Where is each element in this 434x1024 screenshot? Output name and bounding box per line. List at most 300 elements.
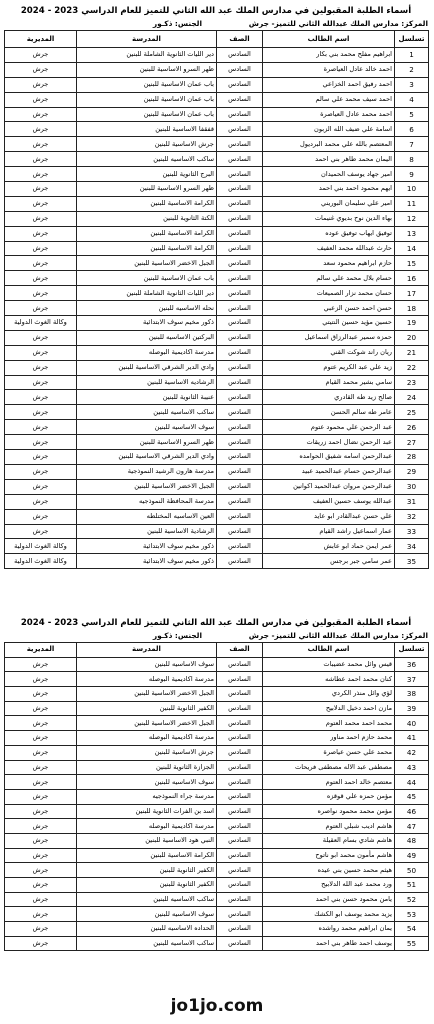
student-name-cell: محمد حازم احمد مناور	[263, 731, 395, 746]
table-row	[5, 256, 429, 271]
grade-cell: السادس	[217, 760, 263, 775]
table-row	[5, 286, 429, 301]
student-name-cell: هيثم محمد حسين بني عيده	[263, 863, 395, 878]
table-body	[5, 48, 429, 569]
school-cell: الجبل الاخضر الاساسية للبنين	[77, 256, 217, 271]
table-row	[5, 122, 429, 137]
table-row	[5, 672, 429, 687]
school-cell: سوف الاساسيه للبنين	[77, 907, 217, 922]
table-row	[5, 657, 429, 672]
school-cell: الكفير الثانوية للبنين	[77, 701, 217, 716]
student-name-cell: اليمان محمد طاهر بني احمد	[263, 152, 395, 167]
grade-cell: السادس	[217, 892, 263, 907]
serial-cell: 7	[395, 137, 429, 152]
directorate-cell: جرش	[5, 271, 77, 286]
site-watermark: jo1jo.com	[170, 996, 264, 1016]
school-cell: مدرسة اكاديمية البوصله	[77, 345, 217, 360]
grade-cell: السادس	[217, 819, 263, 834]
grade-cell: السادس	[217, 48, 263, 63]
serial-cell: 1	[395, 48, 429, 63]
table-row	[5, 819, 429, 834]
school-cell: دير الليات الثانوية الشاملة للبنين	[77, 286, 217, 301]
school-cell: الكرامة الاساسية للبنين	[77, 226, 217, 241]
grade-cell: السادس	[217, 731, 263, 746]
student-name-cell: مازن احمد دخيل الدلابيح	[263, 701, 395, 716]
directorate-cell: جرش	[5, 479, 77, 494]
serial-cell: 53	[395, 907, 429, 922]
table-body	[5, 657, 429, 951]
student-name-cell: معتصم خالد احمد العتوم	[263, 775, 395, 790]
school-cell: اسد بن الفرات الثانوية للبنين	[77, 804, 217, 819]
grade-cell: السادس	[217, 420, 263, 435]
school-cell: باب عمان الاساسية للبنين	[77, 92, 217, 107]
serial-cell: 3	[395, 77, 429, 92]
directorate-cell: جرش	[5, 152, 77, 167]
serial-cell: 42	[395, 745, 429, 760]
serial-cell: 17	[395, 286, 429, 301]
school-cell: مدرسة هارون الرشيد النموذجية	[77, 464, 217, 479]
serial-cell: 41	[395, 731, 429, 746]
table-row	[5, 775, 429, 790]
school-cell: ذكور مخيم سوف الابتدائية	[77, 316, 217, 331]
serial-cell: 8	[395, 152, 429, 167]
serial-cell: 43	[395, 760, 429, 775]
directorate-cell: جرش	[5, 494, 77, 509]
table-row	[5, 554, 429, 569]
serial-cell: 37	[395, 672, 429, 687]
directorate-cell: جرش	[5, 301, 77, 316]
table-row	[5, 494, 429, 509]
directorate-cell: جرش	[5, 92, 77, 107]
student-name-cell: ريان راند شوكت القني	[263, 345, 395, 360]
header-grade: الصف	[217, 643, 263, 658]
school-cell: نحله الاساسيه للبنين	[77, 301, 217, 316]
grade-cell: السادس	[217, 316, 263, 331]
directorate-cell: جرش	[5, 77, 77, 92]
school-cell: مدرسة المحافظة النموذجيه	[77, 494, 217, 509]
grade-cell: السادس	[217, 539, 263, 554]
school-cell: جرش الاساسية للبنين	[77, 137, 217, 152]
directorate-cell: جرش	[5, 745, 77, 760]
school-cell: ساكب الاساسيه للبنين	[77, 936, 217, 951]
grade-cell: السادس	[217, 137, 263, 152]
subtitle-row	[4, 18, 428, 30]
table-row	[5, 152, 429, 167]
school-cell: الجبل الاخضر الاساسية للبنين	[77, 479, 217, 494]
directorate-cell: جرش	[5, 137, 77, 152]
center-label: المركز: مدارس الملك عبدالله الثاني للتميز- جرش	[248, 19, 428, 28]
school-cell: الجبل الاخضر الاساسية للبنين	[77, 716, 217, 731]
table-row	[5, 435, 429, 450]
serial-cell: 6	[395, 122, 429, 137]
directorate-cell: جرش	[5, 360, 77, 375]
school-cell: الجزازة الثانوية للبنين	[77, 760, 217, 775]
directorate-cell: جرش	[5, 48, 77, 63]
gender-label: الجنس: ذكـور	[152, 631, 202, 640]
student-name-cell: كنان محمد احمد عطاشه	[263, 672, 395, 687]
directorate-cell: جرش	[5, 405, 77, 420]
directorate-cell: جرش	[5, 375, 77, 390]
student-name-cell: حسان محمد نزار الصميعات	[263, 286, 395, 301]
student-name-cell: صالح زيد طه القادري	[263, 390, 395, 405]
serial-cell: 29	[395, 464, 429, 479]
school-cell: ساكب الاساسيه للبنين	[77, 892, 217, 907]
school-cell: دير الليات الثانوية الشاملة للبنين	[77, 48, 217, 63]
grade-cell: السادس	[217, 345, 263, 360]
student-name-cell: عبدالرحمن اسامه شفيق الحوامده	[263, 450, 395, 465]
grade-cell: السادس	[217, 62, 263, 77]
school-cell: مدرسة اكاديمية البوصله	[77, 672, 217, 687]
directorate-cell: جرش	[5, 936, 77, 951]
table-row	[5, 316, 429, 331]
grade-cell: السادس	[217, 167, 263, 182]
serial-cell: 5	[395, 107, 429, 122]
student-name-cell: يزيد محمد يوسف ابو الكشك	[263, 907, 395, 922]
student-name-cell: حازم ابراهيم محمود سعد	[263, 256, 395, 271]
student-name-cell: امير جهاد يوسف الحميدان	[263, 167, 395, 182]
school-cell: الكتة الثانوية للبنين	[77, 211, 217, 226]
student-name-cell: اسامة علي ضيف الله الزبون	[263, 122, 395, 137]
school-cell: باب عمان الاساسية للبنين	[77, 107, 217, 122]
school-cell: سوف الاساسيه للبنين	[77, 657, 217, 672]
student-name-cell: هاشم مأمون محمد ابو ناتوح	[263, 848, 395, 863]
grade-cell: السادس	[217, 479, 263, 494]
student-name-cell: عبد الرحمن نضال احمد زريقات	[263, 435, 395, 450]
grade-cell: السادس	[217, 848, 263, 863]
school-cell: الرشادية الاساسية للبنين	[77, 524, 217, 539]
center-label: المركز: مدارس الملك عبدالله الثاني للتميز- جرش	[248, 631, 428, 640]
directorate-cell: جرش	[5, 435, 77, 450]
student-name-cell: عبد الرحمن علي محمود عتوم	[263, 420, 395, 435]
school-cell: العين الاساسيه المختلطه	[77, 509, 217, 524]
student-name-cell: المعتصم بالله علي محمد البرديول	[263, 137, 395, 152]
directorate-cell: جرش	[5, 672, 77, 687]
serial-cell: 52	[395, 892, 429, 907]
header-directorate: المديرية	[5, 643, 77, 658]
students-table	[4, 642, 429, 951]
directorate-cell: جرش	[5, 907, 77, 922]
grade-cell: السادس	[217, 804, 263, 819]
list-page-1	[4, 4, 428, 569]
grade-cell: السادس	[217, 405, 263, 420]
serial-cell: 27	[395, 435, 429, 450]
school-cell: مدرسة اكاديمية البوصله	[77, 731, 217, 746]
table-row	[5, 539, 429, 554]
table-row	[5, 77, 429, 92]
school-cell: مدرسة اكاديمية البوصله	[77, 819, 217, 834]
subtitle-row	[4, 630, 428, 642]
serial-cell: 26	[395, 420, 429, 435]
serial-cell: 54	[395, 922, 429, 937]
grade-cell: السادس	[217, 554, 263, 569]
student-name-cell: هاشم شادي بسام العقيلة	[263, 833, 395, 848]
grade-cell: السادس	[217, 789, 263, 804]
table-row	[5, 701, 429, 716]
school-cell: باب عمان الاساسية للبنين	[77, 77, 217, 92]
grade-cell: السادس	[217, 450, 263, 465]
grade-cell: السادس	[217, 775, 263, 790]
student-name-cell: عبدالرحمن حسام عبدالحميد عبيد	[263, 464, 395, 479]
table-row	[5, 878, 429, 893]
serial-cell: 34	[395, 539, 429, 554]
student-name-cell: احمد رفيق احمد الخزاعي	[263, 77, 395, 92]
table-row	[5, 48, 429, 63]
directorate-cell: وكالة الغوث الدولية	[5, 539, 77, 554]
table-row	[5, 848, 429, 863]
table-row	[5, 196, 429, 211]
directorate-cell: جرش	[5, 345, 77, 360]
student-name-cell: محمد علي حسن عياصرة	[263, 745, 395, 760]
table-row	[5, 345, 429, 360]
page-title: أسماء الطلبة المقبولين في مدارس الملك عبد الله الثاني للتميز للعام الدراسي 2023 - 2024	[20, 6, 412, 16]
directorate-cell: جرش	[5, 420, 77, 435]
directorate-cell: جرش	[5, 167, 77, 182]
serial-cell: 21	[395, 345, 429, 360]
table-row	[5, 390, 429, 405]
grade-cell: السادس	[217, 92, 263, 107]
grade-cell: السادس	[217, 657, 263, 672]
student-name-cell: بهاء الدين نوح بديوي غنيمات	[263, 211, 395, 226]
directorate-cell: جرش	[5, 330, 77, 345]
table-row	[5, 375, 429, 390]
school-cell: ظهر السرو الاساسية للبنين	[77, 62, 217, 77]
serial-cell: 55	[395, 936, 429, 951]
student-name-cell: عبدالرحمن مروان عبدالحميد اكوانين	[263, 479, 395, 494]
directorate-cell: جرش	[5, 701, 77, 716]
student-name-cell: ورد محمد عبد الله الدلابيح	[263, 878, 395, 893]
grade-cell: السادس	[217, 672, 263, 687]
school-cell: الحداده الاساسيه للبنين	[77, 922, 217, 937]
school-cell: ظهر السرو الاساسية للبنين	[77, 182, 217, 197]
header-student-name: اسم الطالب	[263, 643, 395, 658]
serial-cell: 16	[395, 271, 429, 286]
grade-cell: السادس	[217, 271, 263, 286]
grade-cell: السادس	[217, 286, 263, 301]
students-table	[4, 30, 429, 569]
grade-cell: السادس	[217, 375, 263, 390]
student-name-cell: احمد سيف محمد علي سالم	[263, 92, 395, 107]
directorate-cell: جرش	[5, 122, 77, 137]
school-cell: الجبل الاخضر الاساسية للبنين	[77, 687, 217, 702]
header-serial: تسلسل	[395, 31, 429, 48]
directorate-cell: جرش	[5, 390, 77, 405]
grade-cell: السادس	[217, 301, 263, 316]
directorate-cell: جرش	[5, 524, 77, 539]
grade-cell: السادس	[217, 509, 263, 524]
serial-cell: 49	[395, 848, 429, 863]
table-row	[5, 360, 429, 375]
student-name-cell: حارث عبدالله محمد العفيف	[263, 241, 395, 256]
grade-cell: السادس	[217, 241, 263, 256]
school-cell: سوف الاساسيه للبنين	[77, 775, 217, 790]
serial-cell: 36	[395, 657, 429, 672]
school-cell: عنيبة الثانوية للبنين	[77, 390, 217, 405]
list-page-2	[4, 616, 428, 951]
directorate-cell: جرش	[5, 819, 77, 834]
table-row	[5, 524, 429, 539]
serial-cell: 35	[395, 554, 429, 569]
grade-cell: السادس	[217, 435, 263, 450]
serial-cell: 14	[395, 241, 429, 256]
directorate-cell: جرش	[5, 716, 77, 731]
serial-cell: 9	[395, 167, 429, 182]
table-row	[5, 62, 429, 77]
grade-cell: السادس	[217, 907, 263, 922]
grade-cell: السادس	[217, 360, 263, 375]
serial-cell: 4	[395, 92, 429, 107]
directorate-cell: جرش	[5, 107, 77, 122]
directorate-cell: جرش	[5, 922, 77, 937]
grade-cell: السادس	[217, 152, 263, 167]
school-cell: قفقفا الاساسية للبنين	[77, 122, 217, 137]
table-row	[5, 804, 429, 819]
directorate-cell: وكالة الغوث الدولية	[5, 316, 77, 331]
grade-cell: السادس	[217, 701, 263, 716]
serial-cell: 20	[395, 330, 429, 345]
serial-cell: 44	[395, 775, 429, 790]
serial-cell: 19	[395, 316, 429, 331]
table-row	[5, 687, 429, 702]
table-row	[5, 907, 429, 922]
student-name-cell: يامن محمود حسن بني احمد	[263, 892, 395, 907]
student-name-cell: محمد احمد محمد العتوم	[263, 716, 395, 731]
directorate-cell: جرش	[5, 687, 77, 702]
school-cell: باب عمان الاساسية للبنين	[77, 271, 217, 286]
serial-cell: 38	[395, 687, 429, 702]
school-cell: البرج الثانوية للبنين	[77, 167, 217, 182]
gender-label: الجنس: ذكـور	[152, 19, 202, 28]
school-cell: الكفير الثانوية للبنين	[77, 863, 217, 878]
table-row	[5, 241, 429, 256]
table-row	[5, 182, 429, 197]
grade-cell: السادس	[217, 77, 263, 92]
grade-cell: السادس	[217, 464, 263, 479]
student-name-cell: عمر ايمن حماد ابو عابش	[263, 539, 395, 554]
student-name-cell: ايهم محمود احمد بني احمد	[263, 182, 395, 197]
directorate-cell: جرش	[5, 804, 77, 819]
header-school: المدرسة	[77, 31, 217, 48]
school-cell: الكرامة الاساسية للبنين	[77, 848, 217, 863]
serial-cell: 23	[395, 375, 429, 390]
student-name-cell: زيد علي عبد الكريم عتوم	[263, 360, 395, 375]
student-name-cell: سامي بشير محمد القيام	[263, 375, 395, 390]
student-name-cell: يوسف احمد طاهر بني احمد	[263, 936, 395, 951]
table-row	[5, 211, 429, 226]
table-row	[5, 464, 429, 479]
serial-cell: 13	[395, 226, 429, 241]
school-cell: ظهر السرو الاساسية للبنين	[77, 435, 217, 450]
table-row	[5, 450, 429, 465]
directorate-cell: جرش	[5, 657, 77, 672]
table-row	[5, 745, 429, 760]
serial-cell: 24	[395, 390, 429, 405]
directorate-cell: جرش	[5, 256, 77, 271]
student-name-cell: حسين مؤيد حسين النتيتي	[263, 316, 395, 331]
grade-cell: السادس	[217, 745, 263, 760]
table-row	[5, 107, 429, 122]
table-row	[5, 92, 429, 107]
student-name-cell: ابراهيم مفلح محمد بني بكار	[263, 48, 395, 63]
table-row	[5, 922, 429, 937]
table-header-row	[5, 31, 429, 48]
school-cell: ساكب الاساسيه للبنين	[77, 405, 217, 420]
student-name-cell: امير علي سليمان البوريني	[263, 196, 395, 211]
directorate-cell: جرش	[5, 509, 77, 524]
grade-cell: السادس	[217, 833, 263, 848]
grade-cell: السادس	[217, 196, 263, 211]
table-row	[5, 271, 429, 286]
directorate-cell: جرش	[5, 450, 77, 465]
serial-cell: 11	[395, 196, 429, 211]
student-name-cell: عبدالله يوسف حسين العفيف	[263, 494, 395, 509]
school-cell: النبي هود الاساسية للبنين	[77, 833, 217, 848]
school-cell: الكرامة الاساسية للبنين	[77, 196, 217, 211]
table-row	[5, 405, 429, 420]
directorate-cell: جرش	[5, 833, 77, 848]
directorate-cell: جرش	[5, 464, 77, 479]
table-row	[5, 789, 429, 804]
table-row	[5, 330, 429, 345]
grade-cell: السادس	[217, 863, 263, 878]
student-name-cell: لؤي وائل منذر الكردي	[263, 687, 395, 702]
table-row	[5, 509, 429, 524]
grade-cell: السادس	[217, 936, 263, 951]
student-name-cell: عامر طه سالم الحسن	[263, 405, 395, 420]
serial-cell: 12	[395, 211, 429, 226]
table-row	[5, 226, 429, 241]
grade-cell: السادس	[217, 687, 263, 702]
student-name-cell: مصطفى عبد الاله مصطفى فريحات	[263, 760, 395, 775]
directorate-cell: جرش	[5, 760, 77, 775]
grade-cell: السادس	[217, 122, 263, 137]
page-separator	[0, 604, 434, 612]
student-name-cell: حسن احمد حسن الزعبي	[263, 301, 395, 316]
serial-cell: 30	[395, 479, 429, 494]
table-row	[5, 479, 429, 494]
table-header-row	[5, 643, 429, 658]
serial-cell: 40	[395, 716, 429, 731]
directorate-cell: جرش	[5, 286, 77, 301]
table-row	[5, 167, 429, 182]
directorate-cell: جرش	[5, 775, 77, 790]
serial-cell: 18	[395, 301, 429, 316]
grade-cell: السادس	[217, 524, 263, 539]
directorate-cell: جرش	[5, 226, 77, 241]
school-cell: ذكور مخيم سوف الابتدائية	[77, 554, 217, 569]
table-row	[5, 716, 429, 731]
student-name-cell: احمد خالد عادل العياصرة	[263, 62, 395, 77]
school-cell: ذكور مخيم سوف الابتدائية	[77, 539, 217, 554]
student-name-cell: حمزه سمير عبدالرزاق اسماعيل	[263, 330, 395, 345]
grade-cell: السادس	[217, 390, 263, 405]
school-cell: سوف الاساسيه للبنين	[77, 420, 217, 435]
school-cell: البركتين الاساسيه للبنين	[77, 330, 217, 345]
student-name-cell: عمار اسماعيل راشد القيام	[263, 524, 395, 539]
student-name-cell: هاشم اديب شبلي العتوم	[263, 819, 395, 834]
grade-cell: السادس	[217, 878, 263, 893]
serial-cell: 10	[395, 182, 429, 197]
grade-cell: السادس	[217, 256, 263, 271]
serial-cell: 48	[395, 833, 429, 848]
directorate-cell: جرش	[5, 848, 77, 863]
directorate-cell: جرش	[5, 211, 77, 226]
table-row	[5, 301, 429, 316]
table-row	[5, 731, 429, 746]
table-row	[5, 892, 429, 907]
serial-cell: 46	[395, 804, 429, 819]
directorate-cell: جرش	[5, 182, 77, 197]
grade-cell: السادس	[217, 107, 263, 122]
